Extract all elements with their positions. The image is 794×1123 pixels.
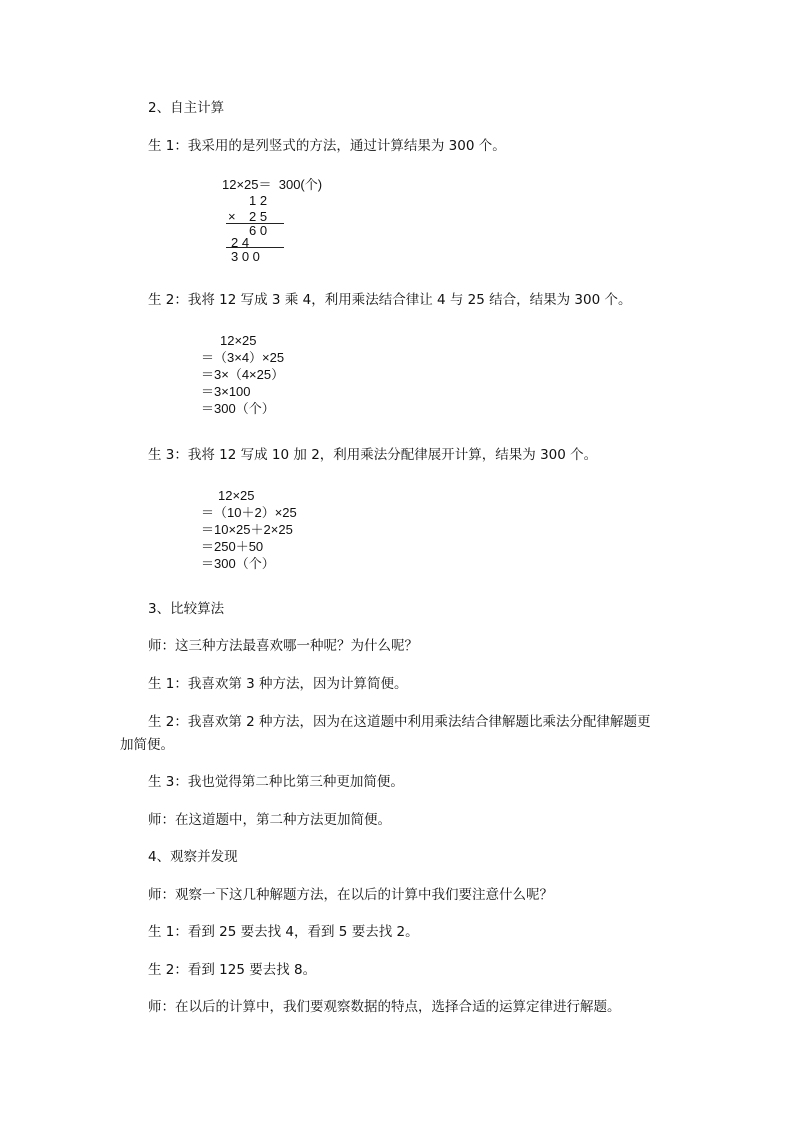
vertical-partial-product-2: 2 4 — [231, 235, 250, 250]
student-3-answer: 生 3：我将 12 写成 10 加 2，利用乘法分配律展开计算，结果为 300 个。 — [148, 447, 598, 463]
calc-step: ＝（3×4）×25 — [201, 350, 285, 365]
calc-step: ＝300（个） — [201, 401, 275, 416]
vertical-partial-product-1: 6 0 — [249, 223, 268, 238]
calc-step: ＝300（个） — [201, 556, 275, 571]
student-3-reply: 生 3：我也觉得第二种比第三种更加简便。 — [148, 774, 404, 790]
vertical-result: 3 0 0 — [231, 249, 260, 264]
calc-step: ＝250＋50 — [201, 539, 264, 554]
teacher-question: 师：这三种方法最喜欢哪一种呢？为什么呢？ — [148, 638, 418, 654]
vertical-row-multiplier: 2 5 — [249, 209, 268, 224]
vertical-equation: 12×25＝ 300(个) — [222, 177, 323, 192]
student-2-reply-line-1: 生 2：我喜欢第 2 种方法，因为在这道题中利用乘法结合律解题比乘法分配律解题更 — [148, 714, 651, 730]
student-2-reply-line-2: 加简便。 — [120, 737, 174, 753]
multiply-sign: × — [228, 209, 236, 224]
vertical-rule-2 — [226, 247, 284, 248]
student-2-answer: 生 2：我将 12 写成 3 乘 4，利用乘法结合律让 4 与 25 结合，结果为 300 个。 — [148, 292, 632, 308]
student-1-reply: 生 1：我喜欢第 3 种方法，因为计算简便。 — [148, 676, 408, 692]
calc-step: ＝（10＋2）×25 — [201, 505, 297, 520]
vertical-row-multiplicand: 1 2 — [249, 193, 268, 208]
calc-step: ＝3×（4×25） — [201, 367, 285, 382]
student-1-observation: 生 1：看到 25 要去找 4，看到 5 要去找 2。 — [148, 924, 419, 940]
calc-step: 12×25 — [218, 488, 255, 503]
teacher-conclusion: 师：在这道题中，第二种方法更加简便。 — [148, 812, 391, 828]
section-2-heading: 2、自主计算 — [148, 100, 225, 116]
section-3-heading: 3、比较算法 — [148, 601, 225, 617]
student-1-answer: 生 1：我采用的是列竖式的方法，通过计算结果为 300 个。 — [148, 138, 506, 154]
teacher-observe-question: 师：观察一下这几种解题方法，在以后的计算中我们要注意什么呢？ — [148, 887, 553, 903]
calc-step: 12×25 — [220, 333, 257, 348]
calc-step: ＝10×25＋2×25 — [201, 522, 293, 537]
student-2-observation: 生 2：看到 125 要去找 8。 — [148, 962, 317, 978]
teacher-summary: 师：在以后的计算中，我们要观察数据的特点，选择合适的运算定律进行解题。 — [148, 999, 621, 1015]
calc-step: ＝3×100 — [201, 384, 251, 399]
section-4-heading: 4、观察并发现 — [148, 849, 238, 865]
